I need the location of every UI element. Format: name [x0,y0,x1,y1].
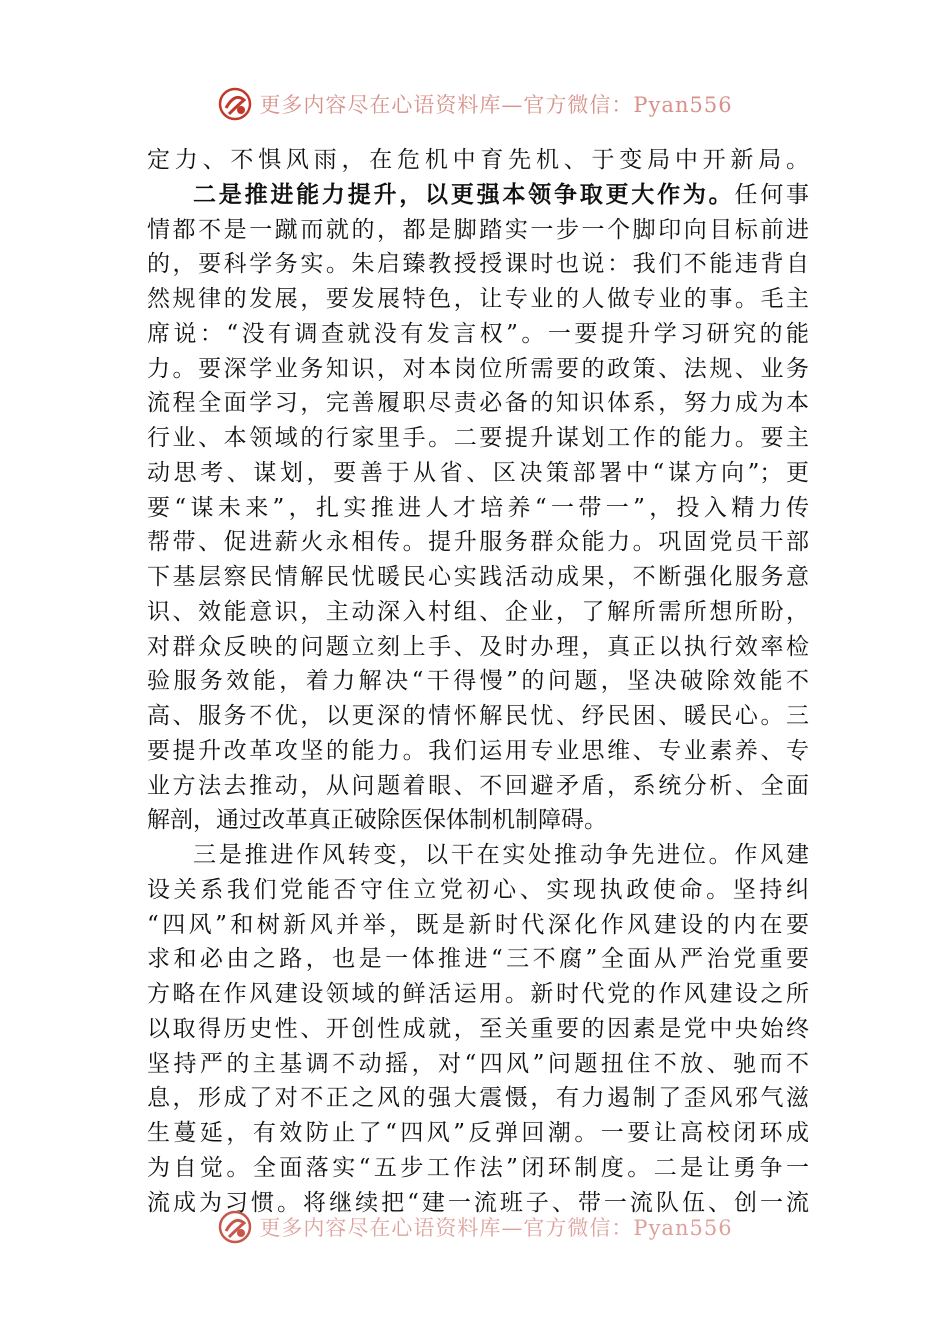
text-line: 要“谋未来”，扎实推进人才培养“一带一”，投入精力传 [147,494,809,521]
heading-continuation: 任何事 [734,181,809,208]
text-line: 流程全面学习，完善履职尽责必备的知识体系，努力成为本 [147,390,809,417]
text-line: 识、效能意识，主动深入村组、企业，了解所需所想所盼， [147,598,809,625]
seal-logo-icon [217,1209,253,1245]
text-line: 求和必由之路，也是一体推进“三不腐”全面从严治党重要 [147,946,809,973]
seal-logo-icon [217,86,253,122]
text-line: 对群众反映的问题立刻上手、及时办理，真正以执行效率检 [147,633,809,660]
paragraph-start-line: 三是推进作风转变，以干在实处推动争先进位。作风建 [193,842,809,868]
text-line: “四风”和树新风并举，既是新时代深化作风建设的内在要 [147,911,809,938]
text-line: 帮带、促进薪火永相传。提升服务群众能力。巩固党员干部 [147,529,809,556]
text-line: 行业、本领域的行家里手。二要提升谋划工作的能力。要主 [147,425,809,451]
text-line: 力。要深学业务知识，对本岗位所需要的政策、法规、业务 [147,355,809,382]
text-line: 验服务效能，着力解决“干得慢”的问题，坚决破除效能不 [147,668,809,695]
text-line: 动思考、谋划，要善于从省、区决策部署中“谋方向”；更 [147,459,809,486]
text-line: 为自觉。全面落实“五步工作法”闭环制度。二是让勇争一 [147,1154,809,1181]
text-line: 要提升改革攻坚的能力。我们运用专业思维、专业素养、专 [147,737,809,764]
text-line: 下基层察民情解民忧暖民心实践活动成果，不断强化服务意 [147,564,809,590]
watermark-text: 更多内容尽在心语资料库—官方微信：Pyan556 [259,1216,733,1240]
text-line: 业方法去推动，从问题着眼、不回避矛盾，系统分析、全面 [147,772,809,799]
watermark-footer [0,1207,950,1247]
text-line: 设关系我们党能否守住立党初心、实现执政使命。坚持纠 [147,876,809,903]
text-line: 方略在作风建设领域的鲜活运用。新时代党的作风建设之所 [147,981,809,1007]
text-line: 生蔓延，有效防止了“四风”反弹回潮。一要让高校闭环成 [147,1120,809,1146]
document-body [147,143,809,1220]
text-line: 情都不是一蹴而就的，都是脚踏实一步一个脚印向目标前进 [147,216,809,243]
text-line: 以取得历史性、开创性成就，至关重要的因素是党中央始终 [147,1015,809,1042]
bold-heading: 二是推进能力提升，以更强本领争取更大作为。 [193,180,735,208]
text-line: 高、服务不优，以更深的情怀解民忧、纾民困、暖民心。三 [147,703,809,729]
text-line: 定力、不惧风雨，在危机中育先机、于变局中开新局。 [147,147,809,173]
watermark-text: 更多内容尽在心语资料库—官方微信：Pyan556 [259,93,733,117]
text-line: 解剖，通过改革真正破除医保体制机制障碍。 [147,807,607,834]
text-line: 息，形成了对不正之风的强大震慑，有力遏制了歪风邪气滋 [147,1085,809,1112]
text-line: 流成为习惯。将继续把“建一流班子、带一流队伍、创一流 [147,1189,809,1216]
text-line: 然规律的发展，要发展特色，让专业的人做专业的事。毛主 [147,286,809,312]
watermark-header [0,84,950,124]
paragraph-heading-line [147,178,809,213]
text-line: 席说：“没有调查就没有发言权”。一要提升学习研究的能 [147,320,809,347]
text-line: 坚持严的主基调不动摇，对“四风”问题扭住不放、驰而不 [147,1050,809,1077]
text-line: 的，要科学务实。朱启臻教授授课时也说：我们不能违背自 [147,251,809,278]
